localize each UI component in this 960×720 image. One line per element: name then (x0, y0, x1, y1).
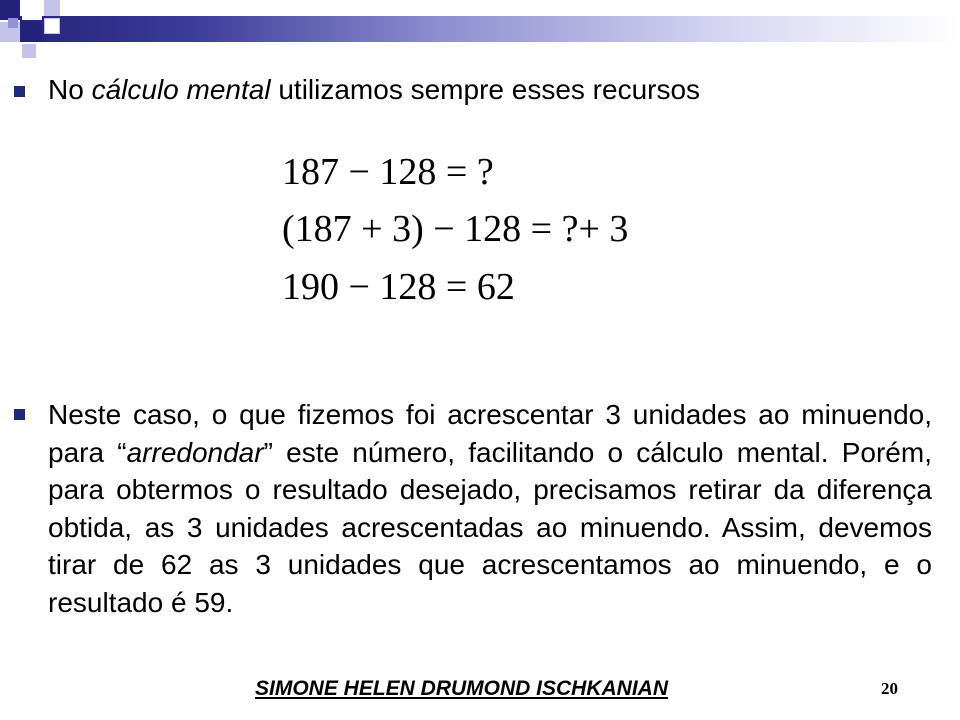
header-gradient-bar (20, 16, 960, 42)
equation-2: (187 + 3) − 128 = ?+ 3 (282, 208, 629, 250)
page-number: 20 (881, 679, 898, 698)
equation-3: 190 − 128 = 62 (282, 266, 515, 308)
decorative-square (0, 44, 12, 56)
emphasized-term: cálculo mental (91, 74, 271, 105)
decorative-square (44, 18, 60, 34)
emphasized-term: arredondar (126, 436, 264, 468)
footer-author: SIMONE HELEN DRUMOND ISCHKANIAN (255, 677, 669, 700)
bullet-marker (14, 409, 25, 420)
equation-1: 187 − 128 = ? (282, 151, 494, 193)
decorative-square (8, 18, 18, 28)
decorative-square (22, 0, 42, 20)
decorative-square (22, 44, 36, 58)
text-run: utilizamos sempre esses recursos (270, 74, 701, 105)
bullet-text-1 (48, 74, 700, 106)
decorative-square (0, 0, 20, 20)
text-run: ” este número, facilitando o cálculo mental. Porém, para obtermos o resultado desejado, precisamos retirar da diferença obtida, as 3 unidades acrescentadas ao minuendo. Assim, devemos tirar de 62 as 3 unidades que acrescentamos ao minuendo, e o resultado é 59. (48, 436, 932, 618)
bullet-marker (14, 86, 25, 97)
decorative-square (22, 22, 42, 42)
text-run: Neste caso, o que fizemos foi acrescentar 3 unidades ao minuendo, para “ (48, 399, 932, 468)
text-run: No (48, 74, 92, 105)
bullet-text-2 (48, 396, 932, 621)
decorative-square (44, 0, 60, 16)
